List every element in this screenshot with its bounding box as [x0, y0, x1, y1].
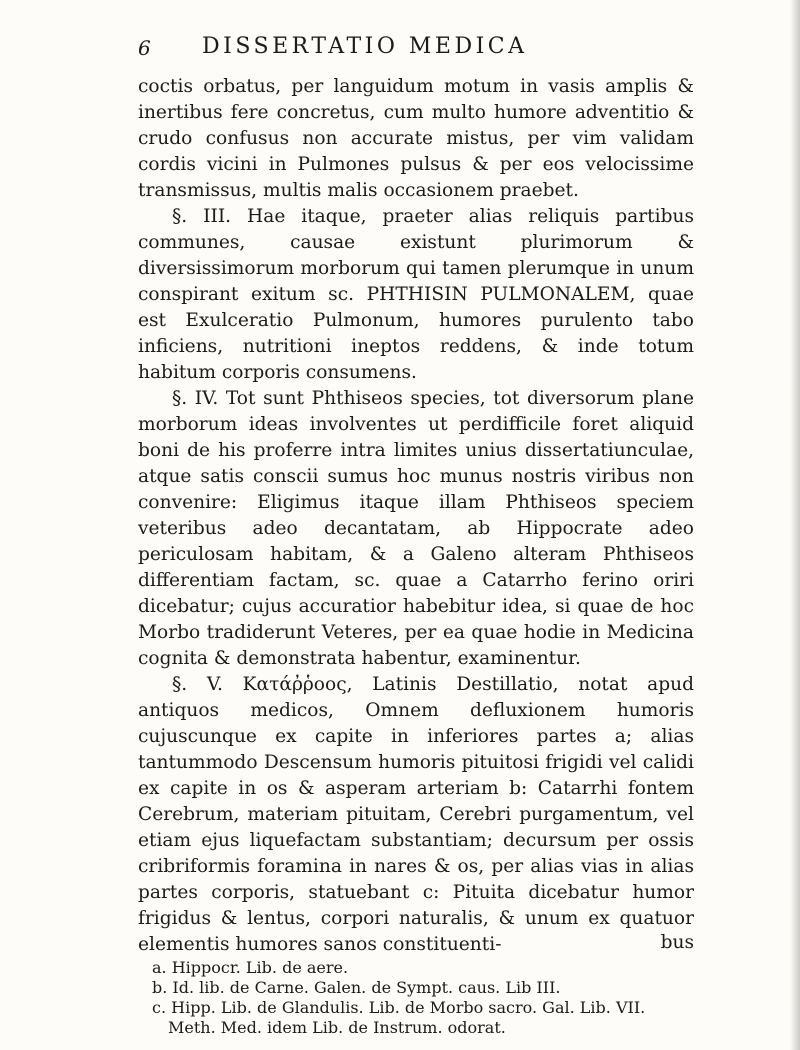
paragraph-section-5: §. V. Κατάῤῥοος, Latinis Destillatio, notat apud antiquos medicos, Omnem defluxionem humoris cujuscunque ex capite in inferiores partes a; alias tantummodo Descensum humoris pituitosi frigidi vel calidi ex capite in os & asperam arteriam b: Catarrhi fontem Cerebrum, materiam pituitam, Cerebri purgamentum, vel etiam ejus liquefactam substantiam; decursum per ossis cribriformis foramina in nares & os, per alias vias in alias partes corporis, statuebant c: Pituita dicebatur humor frigidus & lentus, corpori naturalis, & unum ex quatuor elementis humores sanos constituenti- — [138, 674, 694, 955]
page-edge-shadow — [790, 0, 800, 1050]
paragraph-section-4: §. IV. Tot sunt Phthiseos species, tot diversorum plane morborum ideas involventes ut perdifficile foret aliquid boni de his proferre intra limites unius dissertatiunculae, atque satis conscii sumus hoc munus nostris viribus non convenire: Eligimus itaque illam Phthiseos speciem veteribus adeo decantatam, ab Hippocrate adeo periculosam habitam, & a Galeno alteram Phthiseos differentiam factam, sc. quae a Catarrho ferino oriri dicebatur; cujus accuratior habebitur idea, si quae de hoc Morbo tradiderunt Veteres, per ea quae hodie in Medicina cognita & demonstrata habentur, examinentur. — [138, 388, 694, 669]
footnote-a: a. Hippocr. Lib. de aere. — [152, 958, 349, 977]
main-text — [138, 74, 694, 958]
page-number: 6 — [138, 36, 151, 60]
catchword: bus — [660, 932, 694, 953]
footnotes — [152, 958, 692, 1038]
footnote-c: c. Hipp. Lib. de Glandulis. Lib. de Morbo sacro. Gal. Lib. VII. — [152, 998, 646, 1017]
footnote-c-continued: Meth. Med. idem Lib. de Instrum. odorat. — [168, 1018, 506, 1037]
footnote-b: b. Id. lib. de Carne. Galen. de Sympt. caus. Lib III. — [152, 978, 561, 997]
running-title: DISSERTATIO MEDICA — [202, 34, 528, 59]
paragraph-continuation: coctis orbatus, per languidum motum in vasis amplis & inertibus fere concretus, cum multo humore adventitio & crudo confusus non accurate mistus, per vim validam cordis vicini in Pulmones pulsus & per eos velocissime transmissus, multis malis occasionem praebet. — [138, 76, 694, 201]
page-header — [138, 34, 698, 66]
paragraph-section-3: §. III. Hae itaque, praeter alias reliquis partibus communes, causae existunt plurimorum & diversissimorum morborum qui tamen plerumque in unum conspirant exitum sc. PHTHISIN PULMONALEM, quae est Exulceratio Pulmonum, humores purulento tabo inficiens, nutritioni ineptos reddens, & inde totum habitum corporis consumens. — [138, 206, 694, 383]
